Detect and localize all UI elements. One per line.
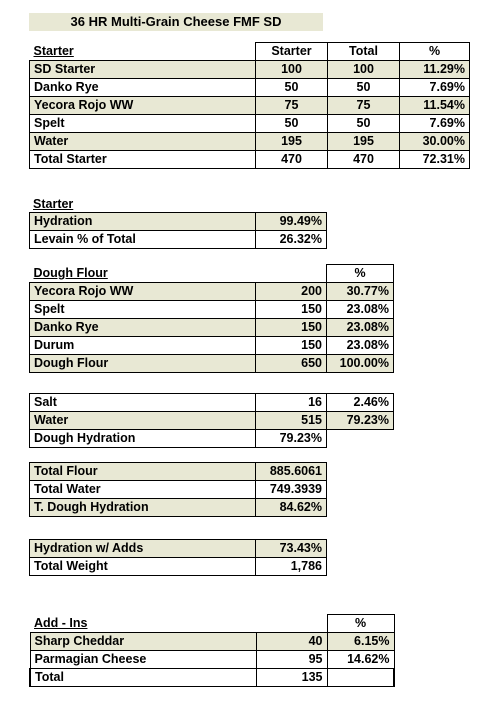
cell: 26.32%	[256, 231, 327, 249]
dough-flour-header-blank	[256, 265, 327, 283]
starter-header-percent: %	[400, 43, 470, 61]
cell: Danko Rye	[30, 319, 256, 337]
table-row	[30, 633, 394, 651]
cell: 73.43%	[256, 540, 327, 558]
cell: 100.00%	[327, 355, 394, 373]
starter-header-row	[30, 43, 470, 61]
cell: 885.6061	[256, 463, 327, 481]
cell: 11.54%	[400, 97, 470, 115]
table-row	[30, 97, 470, 115]
dough-flour-header-row	[30, 265, 394, 283]
cell: 23.08%	[327, 301, 394, 319]
cell: Hydration w/ Adds	[30, 540, 256, 558]
cell: Total Water	[30, 481, 256, 499]
cell: 72.31%	[400, 151, 470, 169]
cell: 100	[256, 61, 328, 79]
cell	[327, 669, 394, 687]
cell: Total Weight	[30, 558, 256, 576]
cell: 30.77%	[327, 283, 394, 301]
salt-water-table	[29, 393, 394, 430]
dough-flour-header-name: Dough Flour	[30, 265, 256, 283]
cell: Total	[30, 669, 256, 687]
total-row	[30, 151, 470, 169]
cell: 30.00%	[400, 133, 470, 151]
cell: Dough Flour	[30, 355, 256, 373]
dough-hydration-table	[29, 429, 327, 448]
table-row	[30, 540, 327, 558]
add-ins-header-blank	[256, 615, 327, 633]
cell: Total Flour	[30, 463, 256, 481]
cell: 470	[256, 151, 328, 169]
cell: 515	[256, 412, 327, 430]
table-row	[30, 79, 470, 97]
table-row	[30, 319, 394, 337]
cell: 79.23%	[327, 412, 394, 430]
table-row	[30, 394, 394, 412]
cell: 470	[328, 151, 400, 169]
cell: 99.49%	[256, 213, 327, 231]
cell: SD Starter	[30, 61, 256, 79]
cell: 150	[256, 301, 327, 319]
starter-header-starter: Starter	[256, 43, 328, 61]
cell: Parmagian Cheese	[30, 651, 256, 669]
cell: 150	[256, 319, 327, 337]
cell: Salt	[30, 394, 256, 412]
cell: 95	[256, 651, 327, 669]
table-row	[30, 651, 394, 669]
cell: 23.08%	[327, 319, 394, 337]
dough-flour-table	[29, 264, 394, 373]
totals-table	[29, 462, 327, 517]
table-row	[30, 499, 327, 517]
cell: Spelt	[30, 115, 256, 133]
cell: 195	[328, 133, 400, 151]
cell: Danko Rye	[30, 79, 256, 97]
table-row	[30, 412, 394, 430]
table-row	[30, 213, 327, 231]
cell: Total Starter	[30, 151, 256, 169]
table-row	[30, 283, 394, 301]
cell: Yecora Rojo WW	[30, 97, 256, 115]
add-ins-header-percent: %	[327, 615, 394, 633]
table-row	[30, 133, 470, 151]
total-row	[30, 669, 394, 687]
cell: 150	[256, 337, 327, 355]
table-row	[30, 231, 327, 249]
cell: 50	[328, 79, 400, 97]
cell: 7.69%	[400, 115, 470, 133]
table-row	[30, 481, 327, 499]
cell: Water	[30, 412, 256, 430]
cell: Hydration	[30, 213, 256, 231]
cell: 1,786	[256, 558, 327, 576]
cell: 14.62%	[327, 651, 394, 669]
cell: 200	[256, 283, 327, 301]
cell: Yecora Rojo WW	[30, 283, 256, 301]
cell: 50	[328, 115, 400, 133]
adds-summary-table	[29, 539, 327, 576]
cell: Spelt	[30, 301, 256, 319]
cell: 23.08%	[327, 337, 394, 355]
table-row	[30, 558, 327, 576]
cell: Sharp Cheddar	[30, 633, 256, 651]
table-row	[30, 301, 394, 319]
sheet-title: 36 HR Multi-Grain Cheese FMF SD	[29, 13, 323, 31]
add-ins-table	[29, 614, 395, 687]
cell: 100	[328, 61, 400, 79]
cell: 2.46%	[327, 394, 394, 412]
cell: Dough Hydration	[30, 430, 256, 448]
table-row	[30, 115, 470, 133]
cell: 7.69%	[400, 79, 470, 97]
starter-header-total: Total	[328, 43, 400, 61]
cell: 11.29%	[400, 61, 470, 79]
cell: Water	[30, 133, 256, 151]
table-row	[30, 463, 327, 481]
table-row	[30, 355, 394, 373]
table-row	[30, 430, 327, 448]
cell: 50	[256, 115, 328, 133]
starter-stats-heading: Starter	[33, 197, 74, 211]
cell: 135	[256, 669, 327, 687]
table-row	[30, 61, 470, 79]
add-ins-header-row	[30, 615, 394, 633]
cell: 195	[256, 133, 328, 151]
starter-table	[29, 42, 470, 169]
starter-header-name: Starter	[30, 43, 256, 61]
cell: 50	[256, 79, 328, 97]
cell: 84.62%	[256, 499, 327, 517]
cell: Durum	[30, 337, 256, 355]
cell: 749.3939	[256, 481, 327, 499]
cell: 79.23%	[256, 430, 327, 448]
cell: 650	[256, 355, 327, 373]
dough-flour-header-percent: %	[327, 265, 394, 283]
cell: 6.15%	[327, 633, 394, 651]
cell: 75	[256, 97, 328, 115]
cell: 40	[256, 633, 327, 651]
table-row	[30, 337, 394, 355]
cell: Levain % of Total	[30, 231, 256, 249]
add-ins-header-name: Add - Ins	[30, 615, 256, 633]
cell: 75	[328, 97, 400, 115]
cell: T. Dough Hydration	[30, 499, 256, 517]
cell: 16	[256, 394, 327, 412]
starter-stats-table	[29, 212, 327, 249]
